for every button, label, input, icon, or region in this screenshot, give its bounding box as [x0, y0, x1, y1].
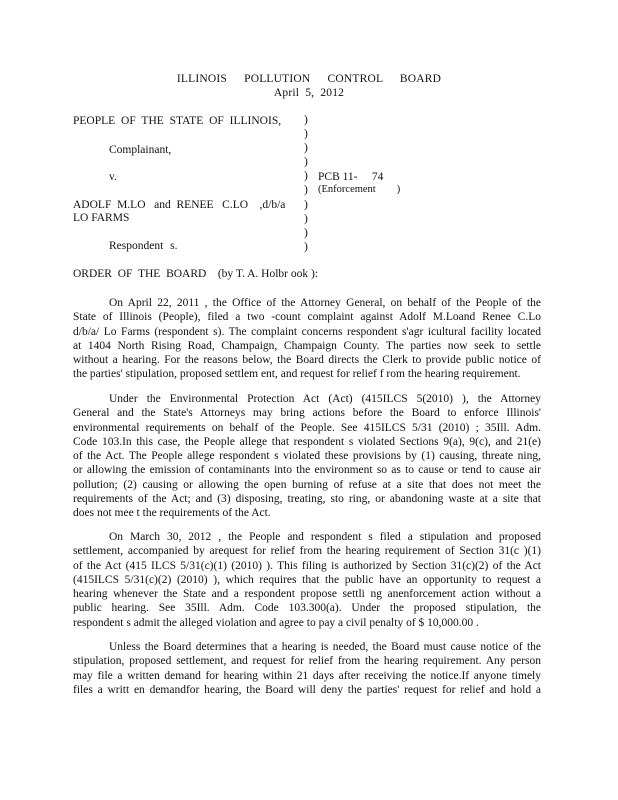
caption-paren: ) [304, 156, 308, 169]
paragraph-1 [73, 296, 541, 382]
caption-paren: ) [304, 240, 308, 253]
order-date: April 5, 2012 [273, 87, 345, 99]
paragraph-line: hearing whenever the State and a respondent propose settli ng anenforcement action without a [73, 588, 541, 600]
caption-paren: ) [304, 142, 308, 155]
paragraph-line: environmental requirements on behalf of the People. See 415ILCS 5/31 (2010) ; 35Ill. Adm. [73, 421, 541, 434]
paragraph-line: stipulation, proposed settlement, and request for relief from the hearing requirement. Any person [73, 655, 541, 668]
paragraph-line: On April 22, 2011 , the Office of the Attorney General, on behalf of the People of the [109, 297, 541, 309]
caption-paren: ) [304, 184, 308, 197]
agency-title: ILLINOIS POLLUTION CONTROL BOARD [176, 73, 442, 85]
paragraph-line: the parties' stipulation, proposed settlem ent, and request for relief f rom the hearing requirement. [73, 368, 521, 381]
paragraph-4 [73, 640, 541, 697]
paragraph-line: Under the Environmental Protection Act (Act) (415ILCS 5(2010) ), the Attorney [109, 393, 541, 405]
paragraph-line: does not mee t the requirements of the Act. [73, 507, 271, 519]
caption-paren: ) [304, 170, 308, 183]
paragraph-line: at 1404 North Rising Road, Champaign, Champaign County. The parties now seek to settle [73, 339, 541, 352]
caption-paren: ) [304, 212, 308, 225]
paragraph-line: respondent s admit the alleged violation and agree to pay a civil penalty of $ 10,000.00 . [73, 616, 479, 629]
paragraph-line: settlement, accompanied by arequest for relief from the hearing requirement of Section 31(c )(1) [73, 545, 541, 558]
paragraph-line: of the Act (415 ILCS 5/31(c)(1) (2010) ). This filing is authorized by Section 31(c)(2) of the Act [73, 559, 541, 572]
paragraph-line: General and the State's Attorneys may bring actions before the Board to enforce Illinois' [73, 407, 541, 420]
paragraph-line: Unless the Board determines that a hearing is needed, the Board must cause notice of the [109, 641, 541, 653]
case-number: PCB 11- 74 [318, 171, 384, 183]
respondent-label: Respondent s. [109, 240, 178, 252]
paragraph-line: public hearing. See 35Ill. Adm. Code 103.300(a). Under the proposed stipulation, the [73, 602, 541, 615]
defendant-line-2: LO FARMS [73, 212, 130, 224]
paragraph-line: State of Illinois (People), filed a two -count complaint against Adolf M.Loand Renee C.Lo [73, 311, 541, 324]
paragraph-line: Code 103.In this case, the People allege that respondent s violated Sections 9(a), 9(c), and 21(e) [73, 435, 541, 448]
caption-paren: ) [304, 226, 308, 239]
order-heading: ORDER OF THE BOARD (by T. A. Holbr ook ): [73, 268, 319, 280]
paragraph-line: without a hearing. For the reasons below, the Board directs the Clerk to provide public notice of [73, 354, 541, 366]
caption-paren: ) [304, 114, 308, 126]
caption-paren: ) [304, 198, 308, 211]
paragraph-line: of the Act. The People allege respondent s violated these provisions by (1) causing, threate ning, [73, 450, 541, 462]
paragraph-line: requirements of the Act; and (3) disposing, treating, sto ring, or abandoning waste at a site that [73, 492, 541, 505]
paragraph-line: d/b/a/ Lo Farms (respondent s). The complaint concerns respondent s'agr icultural facility located [73, 325, 541, 338]
paragraph-line: On March 30, 2012 , the People and respondent s filed a stipulation and proposed [109, 531, 541, 543]
complainant-label: Complainant, [109, 144, 172, 156]
paragraph-line: or allowing the emission of contaminants into the environment so as to cause or tend to cause air [73, 464, 541, 477]
versus-label: v. [109, 171, 117, 183]
paragraph-3 [73, 530, 541, 630]
paragraph-line: (415ILCS 5/31(c)(2) (2010) ), which requires that the public have an opportunity to request a [73, 573, 541, 586]
paragraph-2 [73, 392, 541, 520]
plaintiff-name: PEOPLE OF THE STATE OF ILLINOIS, [73, 115, 282, 127]
paragraph-line: files a writt en demandfor hearing, the Board will deny the parties' request for relief and hold a [73, 683, 541, 696]
caption-parentheses [304, 113, 308, 254]
defendant-line-1: ADOLF M.LO and RENEE C.LO ,d/b/a [73, 199, 286, 211]
paragraph-line: may file a written demand for hearing within 21 days after receiving the notice.If anyone timely [73, 669, 541, 682]
case-type: (Enforcement ) [318, 184, 401, 195]
caption-paren: ) [304, 128, 308, 141]
paragraph-line: pollution; (2) causing or allowing the open burning of refuse at a site that does not meet the [73, 478, 541, 491]
